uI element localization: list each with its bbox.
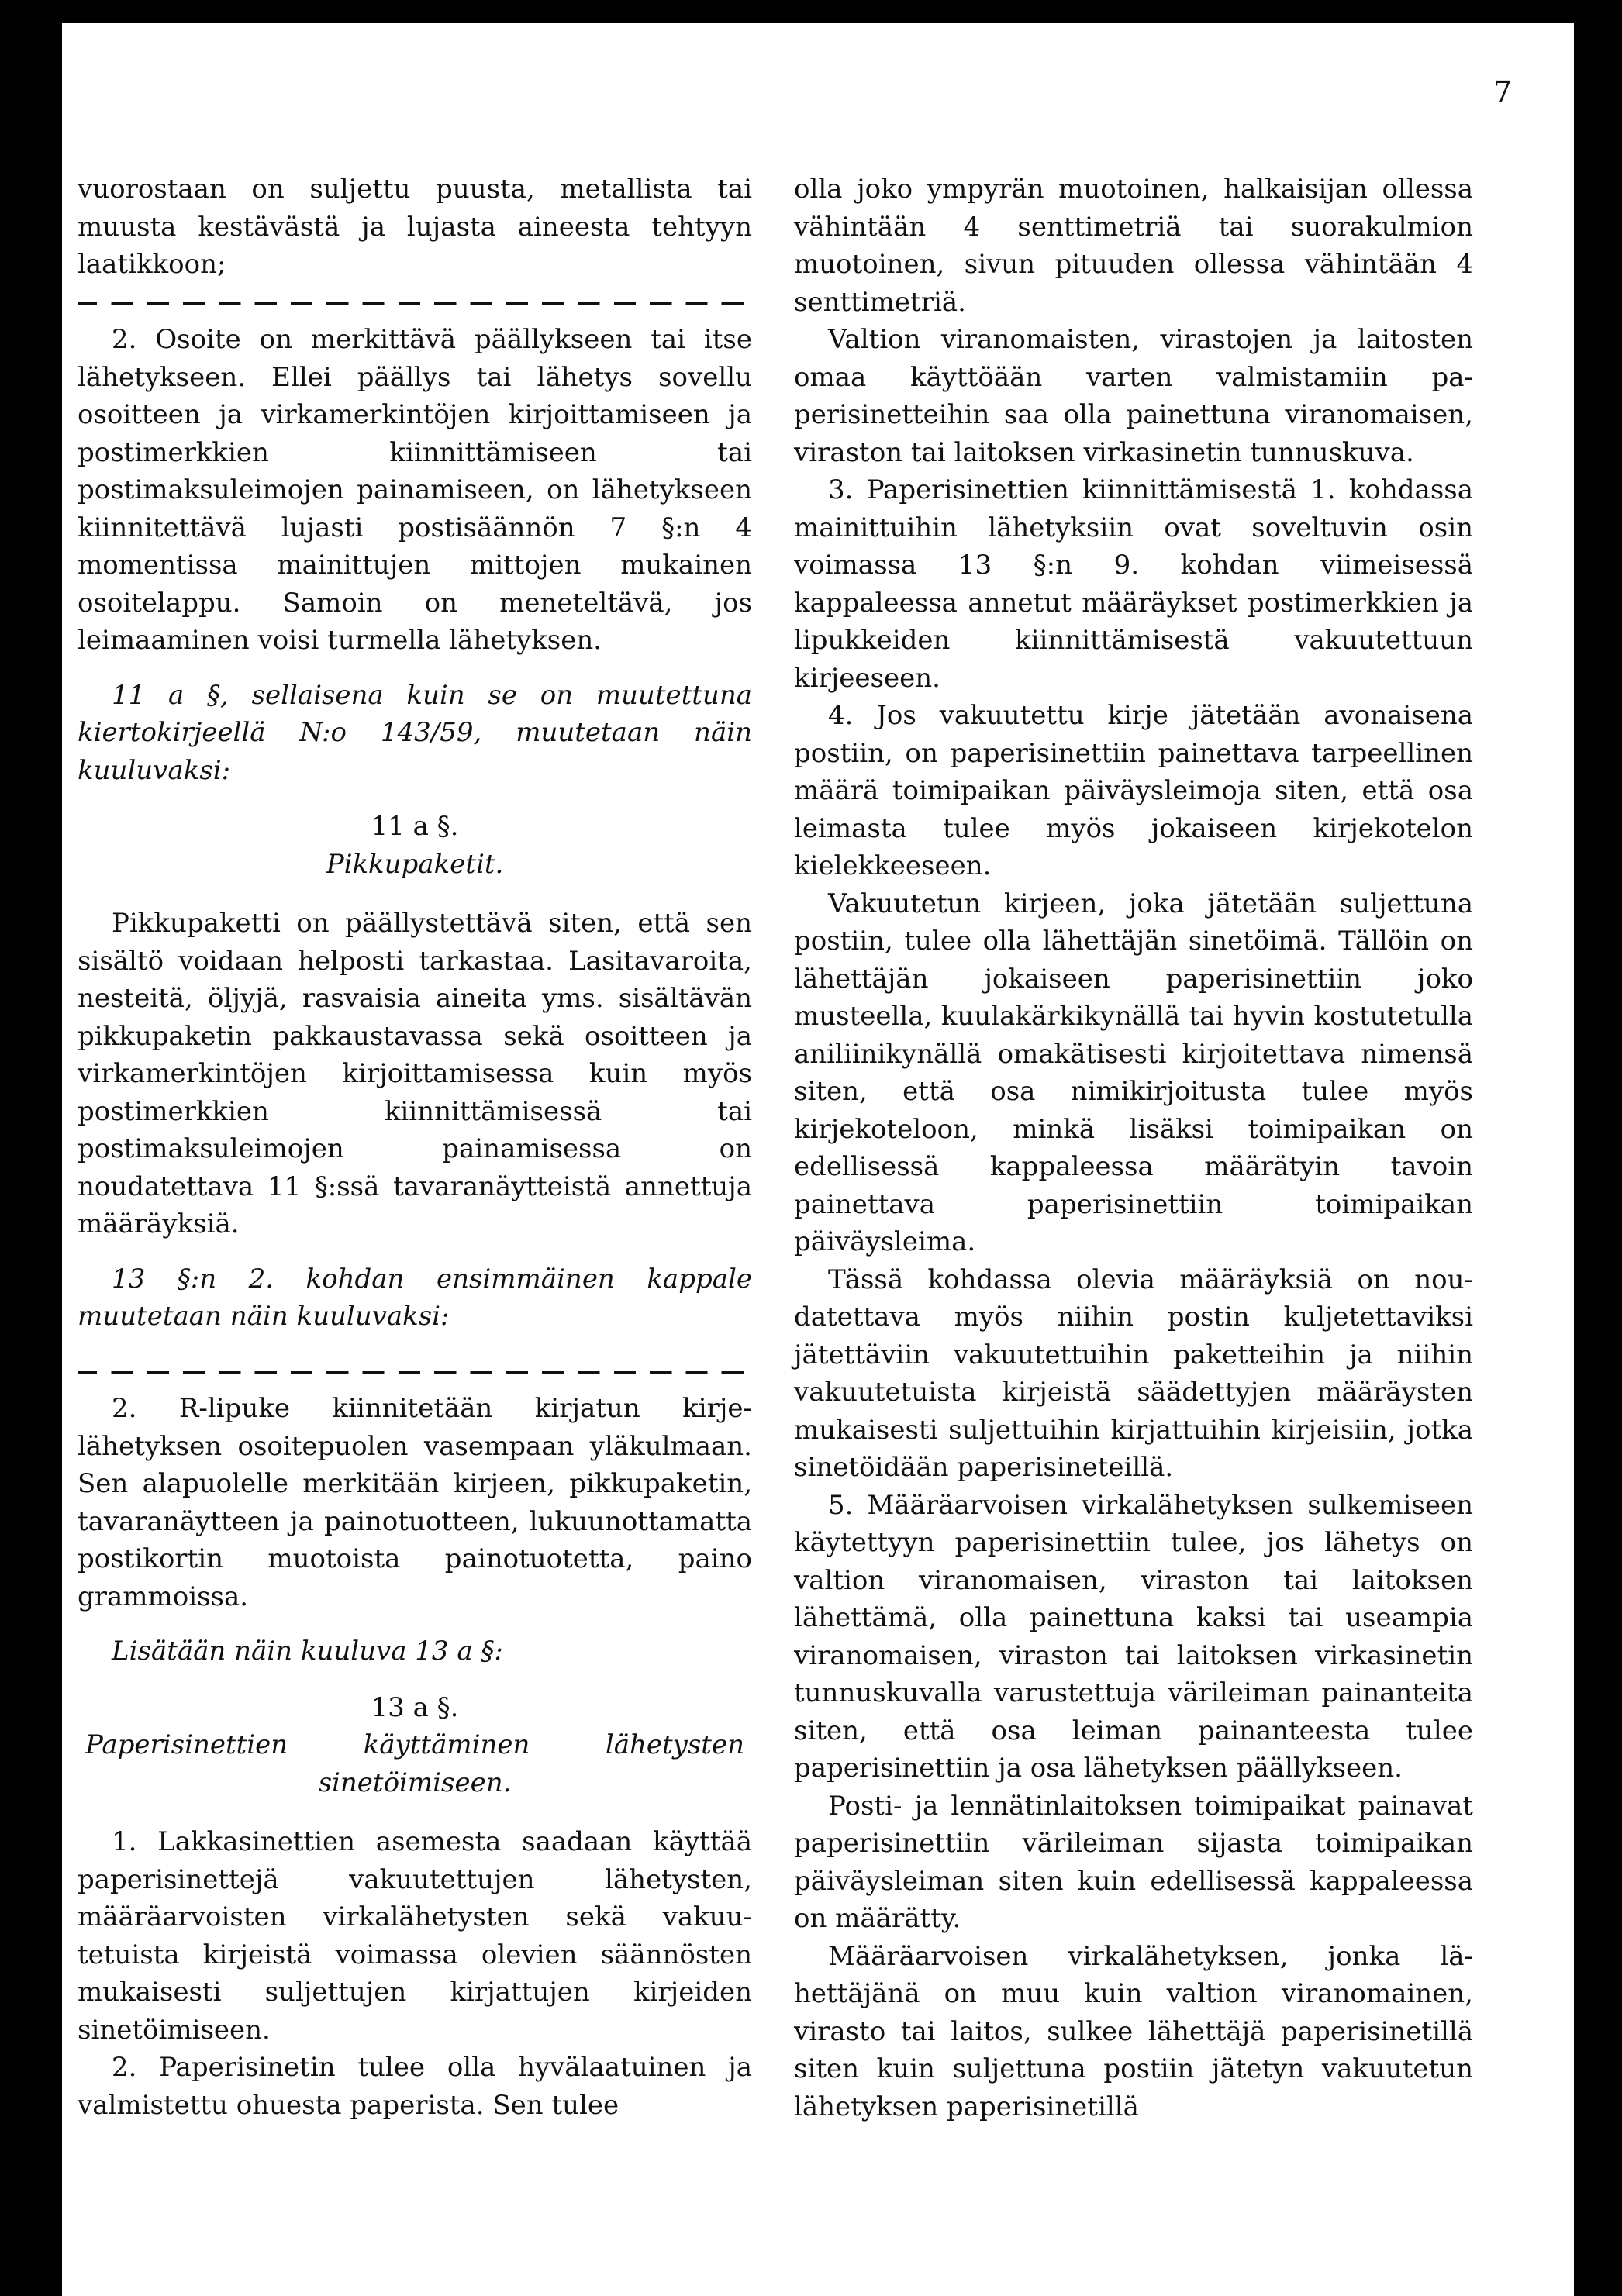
paragraph: 4. Jos vakuutettu kirje jätetään avonaisena postiin, on paperisinettiin painettava tarpeellinen määrä toimipaikan päiväysleimoja siten, että osa leimasta tulee myös jokaiseen kirjekotelon kielekkeeseen. <box>794 700 1473 881</box>
section-title: Paperisinettien käyttäminen lähetysten sinetöimiseen. <box>85 1729 744 1798</box>
paragraph: 2. R-lipuke kiinnitetään kirjatun kirjelähetyksen osoitepuolen vasempaan yläkulmaan. Sen alapuolelle merkitään kirjeen, pikkupaketin, tavaranäytteen ja painotuotteen, lukuunottamatta postikortin muotoista painotuotetta, paino grammoissa. <box>78 1393 752 1612</box>
paragraph: Määräarvoisen virkalähetyksen, jonka lähettäjänä on muu kuin valtion viranomainen, virasto tai laitos, sulkee lähettäjä paperisinetillä siten kuin suljettuna postiin jätetyn vakuutetun lähetyksen paperisinetillä <box>794 1940 1473 2122</box>
paragraph: Tässä kohdassa olevia määräyksiä on noudatettava myös niihin postin kuljetettaviksi jätettäviin vakuutettuihin paketteihin ja niihin vakuutetuista kirjeistä säädettyjen määräysten mukaisesti suljettuihin kirjattuihin kirjeisiin, jotka sinetöidään paperisineteillä. <box>794 1263 1473 1483</box>
paragraph: olla joko ympyrän muotoinen, halkaisijan ollessa vähintään 4 senttimetriä tai suorakulmion muotoinen, sivun pituuden ollessa vähintään 4 senttimetriä. <box>794 174 1473 318</box>
paragraph: Valtion viranomaisten, virastojen ja laitosten omaa käyttöään varten valmistamiin paperisinetteihin saa olla painettuna viranomaisen, viraston tai laitoksen virkasinetin tunnuskuva. <box>794 324 1473 468</box>
document-page <box>62 23 1574 2296</box>
paragraph: 2. Paperisinetin tulee olla hyvälaatuinen ja valmistettu ohuesta paperista. Sen tulee <box>78 2052 752 2121</box>
amendment-clause: Lisätään näin kuuluva 13 a §: <box>112 1636 503 1667</box>
paragraph: vuorostaan on suljettu puusta, metallista tai muusta kestävästä ja lujasta aineesta tehtyyn laatikkoon; <box>78 174 752 280</box>
omission-dashes <box>78 284 752 322</box>
scan-border-right <box>1574 23 1622 2296</box>
scan-border-top <box>0 0 1622 23</box>
right-column <box>794 171 1473 2125</box>
paragraph: 5. Määräarvoisen virkalähetyksen sulkemiseen käytettyyn paperisinettiin tulee, jos lähetys on valtion viranomaisen, viraston tai laitoksen lähettämä, olla painettuna kaksi tai useampia viranomaisen, viraston tai laitoksen virkasinetin tunnuskuvalla varustettuja värileiman painanteita siten, että osa leiman painanteesta tulee paperisinettiin ja osa lähetyksen päällykseen. <box>794 1489 1473 1784</box>
section-number: 11 a §. <box>371 811 459 842</box>
section-title: Pikkupaketit. <box>326 848 504 880</box>
paragraph: Pikkupaketti on päällystettävä siten, että sen sisältö voidaan helposti tarkastaa. Lasitavaroita, nesteitä, öljyjä, rasvaisia aineita yms. sisältävän pikkupaketin pakkaustavassa sekä osoitteen ja virkamerkintöjen kirjoittamisessa kuin myös postimerkkien kiinnittämisessä tai postimaksuleimojen painamisessa on noudatettava 11 §:ssä tavaranäytteistä annettuja määräyksiä. <box>78 908 752 1239</box>
section-number: 13 a §. <box>371 1691 459 1723</box>
paragraph: 1. Lakkasinettien asemesta saadaan käyttää paperisinettejä vakuutettujen lähetysten, määräarvoisten virkalähetysten sekä vakuutetuista kirjeistä voimassa olevien säännösten mukaisesti suljettujen kirjattujen kirjeiden sinetöimiseen. <box>78 1826 752 2046</box>
amendment-clause: 13 §:n 2. kohdan ensimmäinen kappale muutetaan näin kuuluvaksi: <box>78 1263 752 1332</box>
paragraph: Vakuutetun kirjeen, joka jätetään suljettuna postiin, tulee olla lähettäjän sinetöimä. Tällöin on lähettäjän jokaiseen paperisinettiin joko musteella, kuulakärkikynällä tai hyvin kostutetulla aniliinikynällä omakätisesti kirjoitettava nimensä siten, että osa nimikirjoitusta tulee myös kirjekoteloon, minkä lisäksi toimipaikan on edellisessä kappaleessa määrätyin tavoin painettava paperisinettiin toimipaikan päiväysleima. <box>794 888 1473 1257</box>
paragraph: 2. Osoite on merkittävä päällykseen tai itse lähetykseen. Ellei päällys tai lähetys sovellu osoitteen ja virkamerkintöjen kirjoittamiseen ja postimerkkien kiinnittämiseen tai postimaksuleimojen painamiseen, on lähetykseen kiinnitettävä lujasti postisäännön 7 §:n 4 momentissa mainittujen mittojen mukainen osoitelappu. Samoin on meneteltävä, jos leimaaminen voisi turmella lähetyksen. <box>78 324 752 656</box>
left-column <box>78 171 752 2124</box>
amendment-clause: 11 a §, sellaisena kuin se on muutettuna kiertokirjeellä N:o 143/59, muutetaan näin kuuluvaksi: <box>78 679 752 786</box>
page-number: 7 <box>1493 75 1512 109</box>
omission-dashes <box>78 1353 752 1391</box>
paragraph: 3. Paperisinettien kiinnittämisestä 1. kohdassa mainittuihin lähetyksiin ovat soveltuvin osin voimassa 13 §:n 9. kohdan viimeisessä kappaleessa annetut määräykset postimerkkien ja lipukkeiden kiinnittämisestä vakuutettuun kirjeeseen. <box>794 474 1473 694</box>
paragraph: Posti- ja lennätinlaitoksen toimipaikat painavat paperisinettiin värileiman sijasta toimipaikan päiväysleiman siten kuin edellisessä kappaleessa on määrätty. <box>794 1790 1473 1934</box>
